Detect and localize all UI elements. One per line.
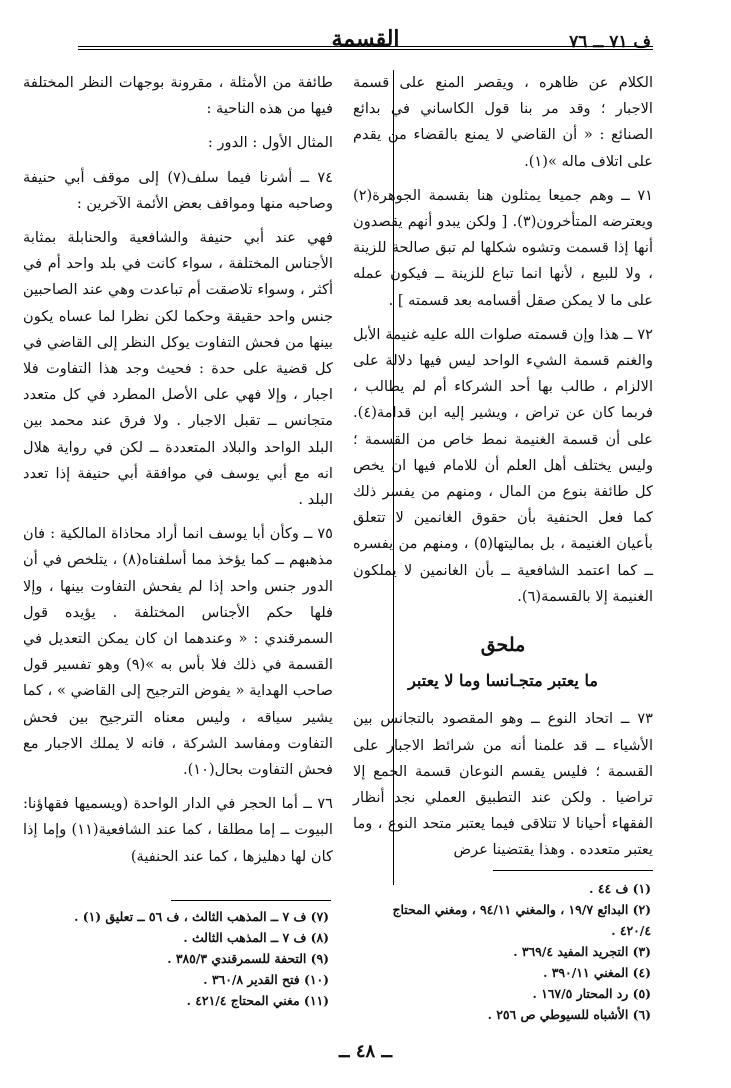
footnote: (٧) ف ٧ ــ المذهب الثالث ، ف ٥٦ ــ تعليق (١) . (74, 909, 329, 924)
appendix-title: ملحق (480, 634, 526, 657)
footnote: (٩) التحفة للسمرقندي ٣٨٥/٣ . (167, 951, 329, 966)
footnote: (٨) ف ٧ ــ المذهب الثالث . (183, 930, 329, 945)
paragraph: المثال الأول : الدور : (207, 134, 333, 152)
appendix-subtitle: ما يعتبر متجـانسا وما لا يعتبر (408, 671, 598, 691)
paragraph: الكلام عن ظاهره ، ويقصر المنع على قسمة الاجبار ؛ وقد مر بنا قول الكاساني في بدائع الصنائع : « أن القاضي لا يمنع بالقضاء من يقدم على اتلاف ماله »(١). (353, 74, 653, 170)
footnotes-left (74, 906, 329, 1011)
paragraph: ٧٤ ــ أشرنا فيما سلف(٧) إلى موقف أبي حنيفة وصاحبه منها ومواقف بعض الأئمة الآخرين : (23, 168, 333, 212)
left-column (23, 70, 333, 878)
footnote: ٤٢٠/٤ . (611, 923, 651, 938)
column-divider (393, 70, 394, 885)
footnote: (٣) التجريد المفيد ٣٦٩/٤ . (513, 944, 651, 959)
paragraph: ٧١ ــ وهم جميعا يمثلون هنا بقسمة الجوهرة(٢) ويعترضه المتأخرون(٣). [ ولكن يبدو أنهم يقصدون أنها إذا قسمت وتشوه شكلها لم تبق صالحة للزينة ، ولا للبيع ، لأنها انما تباع للزينة ــ فيكون عمله على ما لا يمكن صقل أقسامه بعد قسمته ] . (353, 186, 654, 309)
footnote: (١) ف ٤٤ . (589, 881, 651, 896)
paragraph: ٧٢ ــ هذا وإن قسمته صلوات الله عليه غنيمة الأبل والغنم قسمة الشيء الواحد ليس فيها دلالة على الالزام ، طالب بها أحد الشركاء أم لم يطالب ، فربما كان عن تراض ، ويشير إليه ابن قدامة(٤). على أن قسمة الغنيمة نمط خاص من القسمة ؛ وليس يختلف أهل العلم أن للامام فيها ان يخص كل طائفة بنوع من المال ، ومنهم من يفسر ذلك كما فعل الحنفية بأن حقوق الغانمين لا تتعلق بأعيان الغنيمة ، بل بماليتها(٥) ، ومنهم من يفسره ــ كما اعتمد الشافعية ــ بأن الغانمين لا يملكون الغنيمة إلا بالقسمة(٦). (353, 325, 653, 605)
right-column (353, 70, 653, 872)
paragraph: فهي عند أبي حنيفة والشافعية والحنابلة بمثابة الأجناس المختلفة ، سواء كانت في بلد واحد أم في أكثر ، وسواء تلاصقت أم تباعدت وهي عند الصاحبين جنس واحد حقيقة وحكما لكن نظرا لما عساه يكون بينها من فحش التفاوت يوكل النظر إلى القاضي في كل قضية على حدة : فحيث وجد هذا التفاوت فلا اجبار ، وإلا فهي على الأصل المطرد في كل متعدد متجانس ــ تقبل الاجبار . ولا فرق عند محمد بين البلد الواحد والبلاد المتعددة ــ لكن في رواية هلال انه مع أبي يوسف في موافقة أبي حنيفة إذا تعدد البلد . (23, 229, 333, 509)
header-rule (78, 46, 653, 47)
paragraph: طائفة من الأمثلة ، مقرونة بوجهات النظر المختلفة فيها من هذه الناحية : (23, 74, 333, 118)
header-rule-thin (78, 49, 653, 50)
footnotes-right (393, 878, 651, 1025)
footnote: (٤) المغني ٣٩٠/١١ . (543, 965, 651, 980)
footnote-rule-right (493, 870, 653, 871)
footnote: (٥) رد المحتار ١٦٧/٥ . (532, 986, 651, 1001)
header-logo: القسمة (331, 26, 400, 52)
footnote: (٦) الأشباه للسيوطي ص ٢٥٦ . (487, 1007, 651, 1022)
page-header (80, 22, 651, 62)
footnote: (١١) مغني المحتاج ٤٢١/٤ . (186, 993, 329, 1008)
section-range: ف ٧١ ــ ٧٦ (569, 32, 651, 52)
paragraph: ٧٣ ــ اتحاد النوع ــ وهو المقصود بالتجانس بين الأشياء ــ قد علمنا أنه من شرائط الاجبار على القسمة ؛ فليس يقسم النوعان قسمة الجمع إلا تراضيا . ولكن عند التطبيق العملي نجد أنظار الفقهاء أحيانا لا تتلاقى فيما يعتبر متحد النوع ، وما يعتبر متعدده . وهذا يقتضينا عرض (353, 710, 653, 859)
footnote-rule-left (171, 900, 331, 901)
paragraph: ٧٦ ــ أما الحجر في الدار الواحدة (ويسميها فقهاؤنا: البيوت ــ إما مطلقا ، كما عند الشافعية(١١) وإما إذا كان لها دهليزها ، كما عند الحنفية) (23, 795, 333, 865)
page-number: ــ ٤٨ ــ (339, 1041, 392, 1062)
footnote: (٢) البدائع ١٩/٧ ، والمغني ٩٤/١١ ، ومغني المحتاج (392, 902, 651, 917)
paragraph: ٧٥ ــ وكأن أبا يوسف انما أراد محاذاة المالكية : فان مذهبهم ــ كما يؤخذ مما أسلفناه(٨) ، يتلخص في أن الدور جنس واحد إذا لم يفحش التفاوت بينها ، وإلا فلها حكم الأجناس المختلفة . يؤيده قول السمرقندي : « وعندهما ان كان يمكن التعديل في القسمة في ذلك فلا بأس به »(٩) وهو تفسير قول صاحب الهداية « يفوض الترجيح إلى القاضي » ، كما يشير سياقه ، وليس معناه الترجيح بين فحش التفاوت ومفاسد الشركة ، فانه لا يملك الاجبار مع فحش التفاوت بحال(١٠). (23, 525, 334, 779)
footnote: (١٠) فتح القدير ٣٦٠/٨ . (203, 972, 329, 987)
